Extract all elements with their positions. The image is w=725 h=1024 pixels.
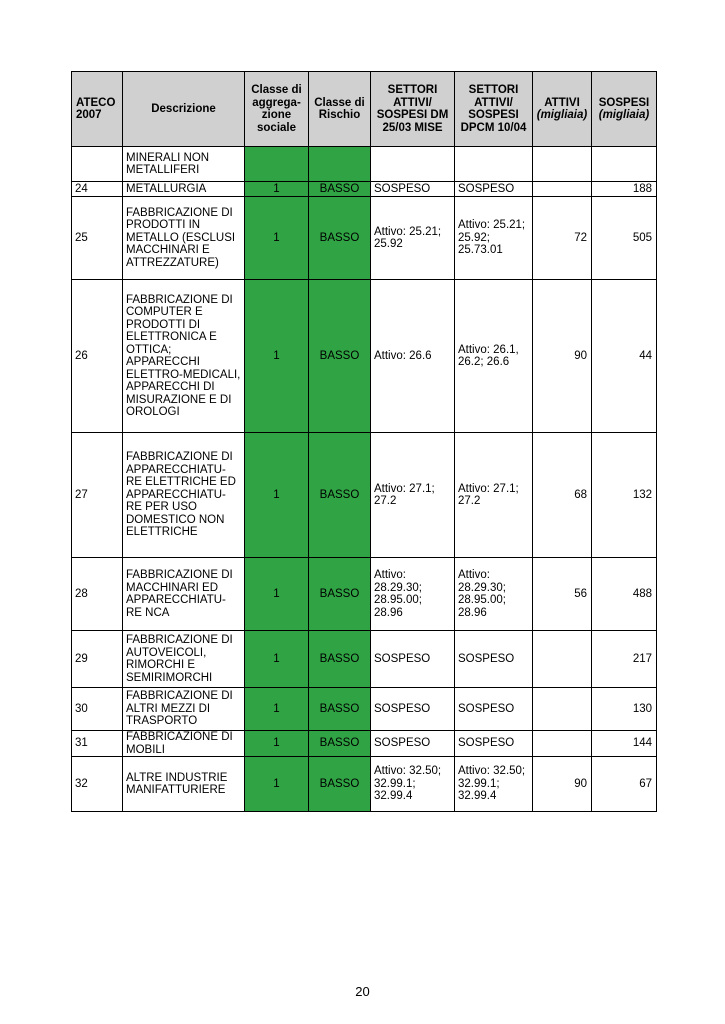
ateco-table [71,71,657,812]
cell-sospesi [592,147,657,182]
cell-ateco-code: 24 [72,182,123,197]
cell-settori-dpcm: Attivo: 32.50; 32.99.1; 32.99.4 [455,757,533,812]
cell-ateco-code: 31 [72,731,123,757]
table-row [72,280,657,433]
header-ateco: ATECO 2007 [72,72,123,147]
table-row [72,757,657,812]
cell-classe-aggregazione: 1 [245,731,309,757]
cell-classe-rischio: BASSO [309,558,371,631]
cell-settori-mise: SOSPESO [371,731,455,757]
header-sospesi [592,72,657,147]
cell-settori-dpcm: SOSPESO [455,631,533,688]
cell-attivi: 90 [533,280,592,433]
cell-ateco-code: 26 [72,280,123,433]
cell-settori-mise: SOSPESO [371,182,455,197]
cell-classe-aggregazione: 1 [245,688,309,731]
cell-classe-aggregazione: 1 [245,433,309,558]
cell-attivi: 90 [533,757,592,812]
cell-attivi [533,147,592,182]
cell-classe-aggregazione: 1 [245,757,309,812]
cell-classe-aggregazione: 1 [245,182,309,197]
header-sospesi-unit: (migliaia) [598,109,650,121]
cell-sospesi: 67 [592,757,657,812]
cell-descrizione: FABBRICAZIONE DI MACCHINARI ED APPARECCHIATU-RE NCA [123,558,245,631]
cell-classe-aggregazione: 1 [245,631,309,688]
cell-ateco-code: 29 [72,631,123,688]
table-header-row [72,72,657,147]
cell-sospesi: 132 [592,433,657,558]
table-row [72,182,657,197]
cell-settori-dpcm: SOSPESO [455,731,533,757]
cell-classe-rischio: BASSO [309,280,371,433]
cell-descrizione: ALTRE INDUSTRIE MANIFATTURIERE [123,757,245,812]
cell-settori-mise: Attivo: 28.29.30; 28.95.00; 28.96 [371,558,455,631]
cell-settori-dpcm: Attivo: 25.21; 25.92; 25.73.01 [455,197,533,280]
header-settori-dpcm: SETTORI ATTIVI/ SOSPESI DPCM 10/04 [455,72,533,147]
cell-settori-mise: Attivo: 32.50; 32.99.1; 32.99.4 [371,757,455,812]
cell-attivi: 56 [533,558,592,631]
table-row [72,147,657,182]
cell-attivi: 72 [533,197,592,280]
header-attivi [533,72,592,147]
cell-descrizione: FABBRICAZIONE DI COMPUTER E PRODOTTI DI ELETTRONICA E OTTICA; APPARECCHI ELETTRO-MEDICALI, APPARECCHI DI MISURAZIONE E DI OROLOGI [123,280,245,433]
cell-sospesi: 505 [592,197,657,280]
page-number: 20 [355,984,370,999]
table-row [72,433,657,558]
cell-attivi [533,631,592,688]
cell-classe-rischio [309,147,371,182]
cell-sospesi: 144 [592,731,657,757]
cell-settori-mise: Attivo: 26.6 [371,280,455,433]
header-classe-rischio: Classe di Rischio [309,72,371,147]
cell-attivi: 68 [533,433,592,558]
cell-ateco-code: 32 [72,757,123,812]
cell-descrizione: FABBRICAZIONE DI ALTRI MEZZI DI TRASPORTO [123,688,245,731]
cell-attivi [533,731,592,757]
cell-attivi [533,688,592,731]
cell-settori-mise [371,147,455,182]
header-descrizione: Descrizione [123,72,245,147]
cell-classe-aggregazione: 1 [245,197,309,280]
header-attivi-label: ATTIVI [544,96,580,109]
table-body [72,147,657,812]
table-row [72,731,657,757]
cell-ateco-code: 28 [72,558,123,631]
cell-descrizione: MINERALI NON METALLIFERI [123,147,245,182]
cell-classe-aggregazione: 1 [245,280,309,433]
cell-sospesi: 44 [592,280,657,433]
cell-classe-aggregazione: 1 [245,558,309,631]
cell-sospesi: 488 [592,558,657,631]
header-classe-aggregazione: Classe di aggrega-zione sociale [245,72,309,147]
cell-descrizione: FABBRICAZIONE DI MOBILI [123,731,245,757]
cell-classe-rischio: BASSO [309,757,371,812]
table-row [72,558,657,631]
header-settori-mise: SETTORI ATTIVI/ SOSPESI DM 25/03 MISE [371,72,455,147]
table-row [72,631,657,688]
cell-settori-mise: Attivo: 27.1; 27.2 [371,433,455,558]
cell-sospesi: 130 [592,688,657,731]
cell-attivi [533,182,592,197]
cell-descrizione: FABBRICAZIONE DI AUTOVEICOLI, RIMORCHI E SEMIRIMORCHI [123,631,245,688]
cell-ateco-code [72,147,123,182]
header-sospesi-label: SOSPESI [598,96,650,109]
cell-sospesi: 217 [592,631,657,688]
cell-classe-aggregazione [245,147,309,182]
header-attivi-unit: (migliaia) [536,109,588,121]
cell-descrizione: FABBRICAZIONE DI APPARECCHIATU-RE ELETTRICHE ED APPARECCHIATU-RE PER USO DOMESTICO NON ELETTRICHE [123,433,245,558]
cell-ateco-code: 30 [72,688,123,731]
cell-settori-dpcm: Attivo: 26.1, 26.2; 26.6 [455,280,533,433]
cell-ateco-code: 27 [72,433,123,558]
cell-settori-dpcm: SOSPESO [455,688,533,731]
cell-classe-rischio: BASSO [309,182,371,197]
cell-settori-dpcm: SOSPESO [455,182,533,197]
cell-classe-rischio: BASSO [309,731,371,757]
cell-settori-mise: SOSPESO [371,688,455,731]
cell-descrizione: METALLURGIA [123,182,245,197]
cell-classe-rischio: BASSO [309,197,371,280]
cell-settori-mise: SOSPESO [371,631,455,688]
cell-classe-rischio: BASSO [309,688,371,731]
cell-settori-mise: Attivo: 25.21; 25.92 [371,197,455,280]
cell-ateco-code: 25 [72,197,123,280]
cell-classe-rischio: BASSO [309,631,371,688]
cell-sospesi: 188 [592,182,657,197]
cell-settori-dpcm: Attivo: 28.29.30; 28.95.00; 28.96 [455,558,533,631]
table-row [72,688,657,731]
cell-classe-rischio: BASSO [309,433,371,558]
cell-settori-dpcm [455,147,533,182]
table-row [72,197,657,280]
cell-settori-dpcm: Attivo: 27.1; 27.2 [455,433,533,558]
cell-descrizione: FABBRICAZIONE DI PRODOTTI IN METALLO (ESCLUSI MACCHINARI E ATTREZZATURE) [123,197,245,280]
